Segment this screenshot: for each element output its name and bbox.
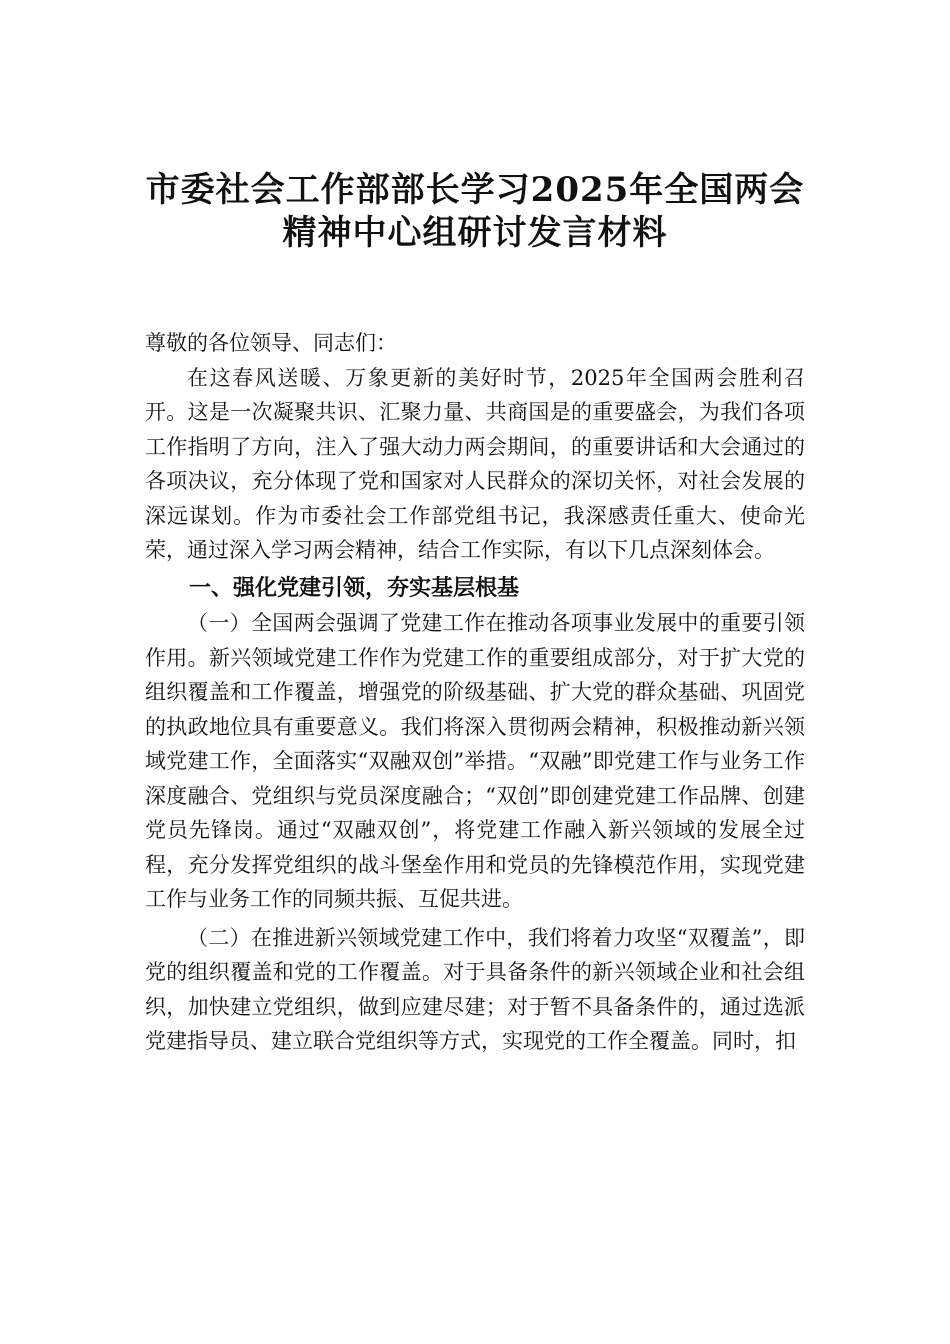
salutation: 尊敬的各位领导、同志们： — [145, 331, 397, 355]
document-body — [145, 326, 805, 1059]
paragraph-2: （二）在推进新兴领域党建工作中，我们将着力攻坚“双覆盖”，即党的组织覆盖和党的工作覆盖。对于具备条件的新兴领域企业和社会组织，加快建立党组织，做到应建尽建；对于暂不具备条件的，通过选派党建指导员、建立联合党组织等方式，实现党的工作全覆盖。同时，扣 — [145, 925, 805, 1053]
paragraph-1: （一）全国两会强调了党建工作在推动各项事业发展中的重要引领作用。新兴领域党建工作作为党建工作的重要组成部分，对于扩大党的组织覆盖和工作覆盖，增强党的阶级基础、扩大党的群众基础、巩固党的执政地位具有重要意义。我们将深入贯彻两会精神，积极推动新兴领域党建工作，全面落实“双融双创”举措。“双融”即党建工作与业务工作深度融合、党组织与党员深度融合；“双创”即创建党建工作品牌、创建党员先锋岗。通过“双融双创”，将党建工作融入新兴领域的发展全过程，充分发挥党组织的战斗堡垒作用和党员的先锋模范作用，实现党建工作与业务工作的同频共振、互促共进。 — [145, 611, 805, 911]
section-heading: 一、强化党建引领，夯实基层根基 — [189, 575, 520, 601]
intro-paragraph: 在这春风送暖、万象更新的美好时节，2025年全国两会胜利召开。这是一次凝聚共识、汇聚力量、共商国是的重要盛会，为我们各项工作指明了方向，注入了强大动力两会期间，的重要讲话和大会通过的各项决议，充分体现了党和国家对人民群众的深切关怀，对社会发展的深远谋划。作为市委社会工作部党组书记，我深感责任重大、使命光荣，通过深入学习两会精神，结合工作实际，有以下几点深刻体会。 — [145, 365, 805, 562]
document-title-line1: 市委社会工作部部长学习2025年全国两会 — [145, 170, 805, 210]
document-title-line2: 精神中心组研讨发言材料 — [282, 213, 668, 253]
